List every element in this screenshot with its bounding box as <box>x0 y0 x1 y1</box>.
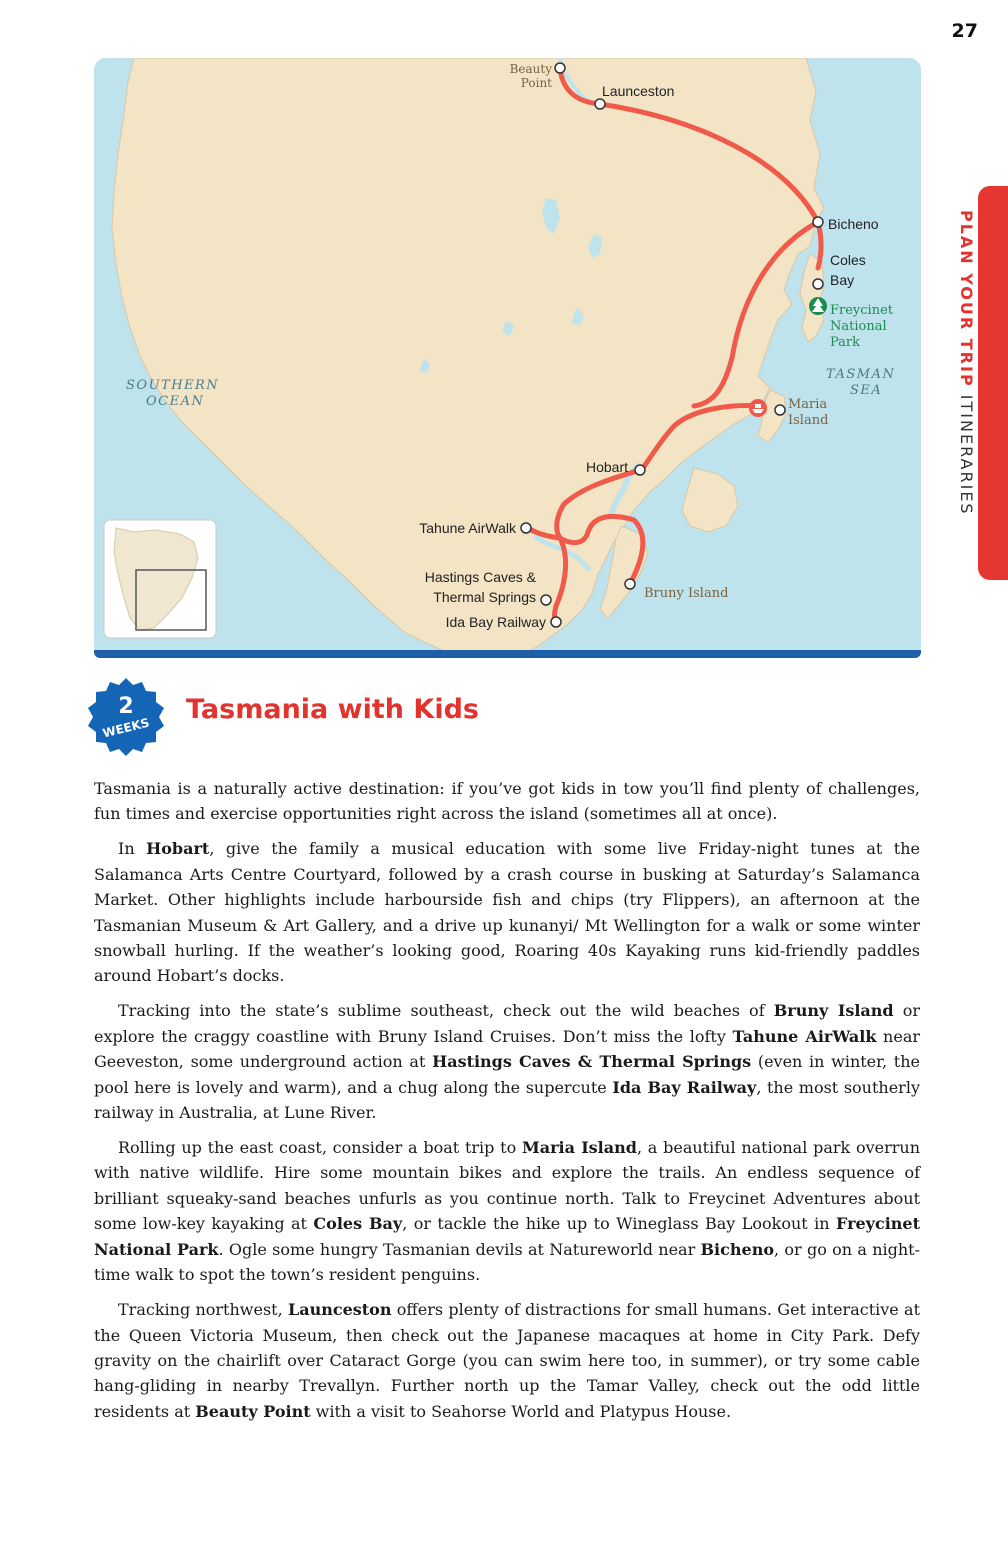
locator-inset <box>104 520 216 638</box>
marker-bicheno <box>813 217 823 227</box>
section-side-label <box>952 210 976 540</box>
label-tahune: Tahune AirWalk <box>419 520 516 536</box>
ferry-icon <box>749 399 767 417</box>
label-tasman-sea: TASMAN SEA <box>826 367 896 398</box>
marker-beauty-point <box>555 63 565 73</box>
badge-unit: WEEKS <box>101 715 151 741</box>
itinerary-title: Tasmania with Kids <box>186 694 479 725</box>
place-beauty-point: Beauty Point <box>195 1401 311 1421</box>
label-launceston: Launceston <box>602 83 675 99</box>
marker-hobart <box>635 465 645 475</box>
place-launceston: Launceston <box>287 1300 392 1320</box>
place-bicheno: Bicheno <box>700 1239 774 1259</box>
label-bicheno: Bicheno <box>828 216 879 232</box>
itinerary-body <box>94 776 920 1434</box>
paragraph-northwest: Tracking northwest, Launceston offers plenty of distractions for small humans. Get interactive at the Queen Victoria Museum, then check out the Japanese macaques at home in City Park. Defy gravity on the chairlift over Cataract Gorge (you can swim here too, in summer), or try some cable hang-gliding in nearby Trevallyn. Further north up the Tamar Valley, check out the odd little residents at Beauty Point with a visit to Seahorse World and Platypus House. <box>94 1300 921 1421</box>
tree-icon <box>809 297 827 315</box>
label-hobart: Hobart <box>585 459 628 475</box>
place-tahune: Tahune AirWalk <box>732 1026 877 1046</box>
label-beauty-point: Beauty Point <box>509 62 552 90</box>
place-maria-island: Maria Island <box>521 1138 637 1158</box>
place-bruny-island: Bruny Island <box>773 1001 894 1021</box>
paragraph-southeast: Tracking into the state’s sublime southeast, check out the wild beaches of Bruny Island or explore the craggy coastline with Bruny Island Cruises. Don’t miss the lofty Tahune AirWalk near Geeveston, some underground action at Hastings Caves & Thermal Springs (even in winter, the pool here is lovely and warm), and a chug along the supercute Ida Bay Railway, the most southerly railway in Australia, at Lune River. <box>94 1001 921 1123</box>
side-label-plan: PLAN YOUR TRIP <box>957 210 976 388</box>
paragraph-hobart: In Hobart, give the family a musical education with some live Friday-night tunes at the Salamanca Arts Centre Courtyard, followed by a crash course in busking at Saturday’s Salamanca Market. Other highlights include harbourside fish and chips (try Flippers), an afternoon at the Tasmanian Museum & Art Gallery, and a drive up kunanyi/ Mt Wellington for a walk or some winter snowball hurling. If the weather’s looking good, Roaring 40s Kayaking runs kid-friendly paddles around Hobart’s docks. <box>94 839 921 986</box>
place-coles-bay: Coles Bay <box>313 1214 403 1234</box>
place-ida-bay: Ida Bay Railway <box>612 1077 757 1097</box>
label-southern-ocean: SOUTHERN OCEAN <box>126 378 220 409</box>
label-bruny-island: Bruny Island <box>644 586 729 601</box>
badge-number: 2 <box>118 694 134 719</box>
label-freycinet: Freycinet National Park <box>830 303 894 350</box>
side-label-itineraries: ITINERARIES <box>957 394 976 516</box>
marker-launceston <box>595 99 605 109</box>
place-hobart: Hobart <box>146 839 210 859</box>
marker-tahune <box>521 523 531 533</box>
marker-ida-bay <box>551 617 561 627</box>
place-freycinet: Freycinet National Park <box>94 1214 920 1259</box>
marker-maria-island <box>775 405 785 415</box>
label-ida-bay: Ida Bay Railway <box>445 614 546 630</box>
label-maria-island: Maria Island <box>788 397 829 428</box>
place-hastings: Hastings Caves & Thermal Springs <box>432 1052 752 1072</box>
marker-bruny-island <box>625 579 635 589</box>
label-hastings: Hastings Caves & Thermal Springs <box>424 569 536 605</box>
label-coles-bay: Coles Bay <box>830 252 866 288</box>
marker-hastings <box>541 595 551 605</box>
paragraph-intro: Tasmania is a naturally active destination: if you’ve got kids in tow you’ll find plenty of challenges, fun times and exercise opportunities right across the island (sometimes all at once). <box>94 779 920 824</box>
section-side-tab <box>978 186 1008 580</box>
duration-badge <box>84 676 168 760</box>
page-number: 27 <box>951 20 978 42</box>
paragraph-east-coast: Rolling up the east coast, consider a boat trip to Maria Island, a beautiful national park overrun with native wildlife. Hire some mountain bikes and explore the trails. An endless sequence of brilliant squeaky-sand beaches unfurls as you continue north. Talk to Freycinet Adventures about some low-key kayaking at Coles Bay, or tackle the hike up to Wineglass Bay Lookout in Freycinet National Park. Ogle some hungry Tasmanian devils at Natureworld near Bicheno, or go on a night-time walk to spot the town’s resident penguins. <box>94 1138 921 1285</box>
marker-coles-bay <box>813 279 823 289</box>
map-bottom-bar <box>94 650 921 658</box>
route-map <box>94 58 921 658</box>
route-map-svg <box>94 58 921 658</box>
